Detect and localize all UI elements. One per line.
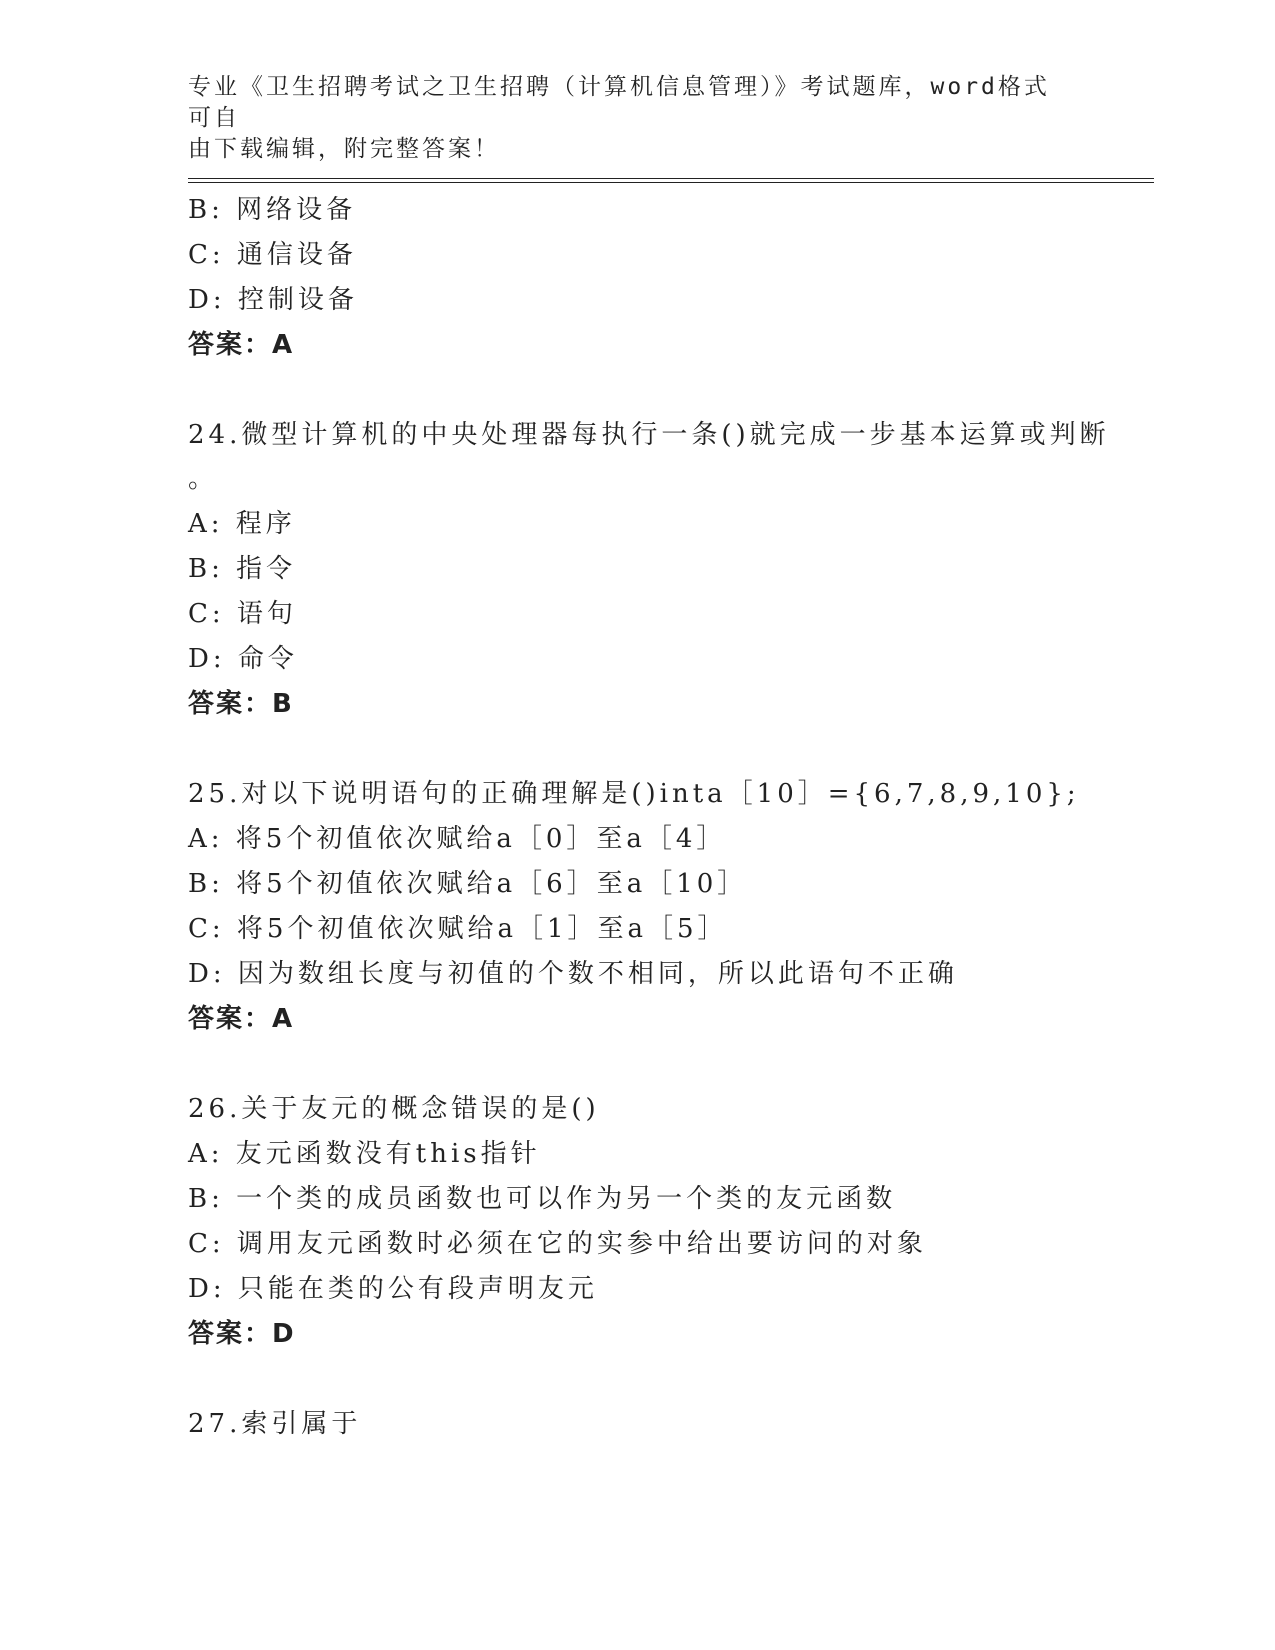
q23-option-b: B: 网络设备 xyxy=(188,195,357,225)
q24-stem-continuation: 。 xyxy=(188,464,219,494)
q25-answer: 答案：A xyxy=(188,1004,295,1034)
header-line-2: 由下载编辑，附完整答案！ xyxy=(188,136,500,162)
q24-option-c: C: 语句 xyxy=(188,599,297,629)
q24-answer: 答案：B xyxy=(188,689,294,719)
q26-option-c: C: 调用友元函数时必须在它的实参中给出要访问的对象 xyxy=(188,1229,927,1259)
q27-stem: 27.索引属于 xyxy=(188,1409,362,1439)
document-header xyxy=(188,72,1068,165)
q26-option-d: D: 只能在类的公有段声明友元 xyxy=(188,1274,598,1304)
q26-answer: 答案：D xyxy=(188,1319,296,1349)
q23-option-c: C: 通信设备 xyxy=(188,240,357,270)
q25-option-d: D: 因为数组长度与初值的个数不相同，所以此语句不正确 xyxy=(188,959,958,989)
q23-option-d: D: 控制设备 xyxy=(188,285,358,315)
header-line-1: 专业《卫生招聘考试之卫生招聘（计算机信息管理）》考试题库，word格式可自 xyxy=(188,74,1050,131)
q24-option-d: D: 命令 xyxy=(188,644,298,674)
q26-stem: 26.关于友元的概念错误的是() xyxy=(188,1094,600,1124)
q24-option-b: B: 指令 xyxy=(188,554,297,584)
q26-option-a: A: 友元函数没有this指针 xyxy=(188,1139,541,1169)
q25-option-a: A: 将5个初值依次赋给a［0］至a［4］ xyxy=(188,824,727,854)
header-divider-top xyxy=(188,178,1154,179)
q26-option-b: B: 一个类的成员函数也可以作为另一个类的友元函数 xyxy=(188,1184,897,1214)
q25-option-b: B: 将5个初值依次赋给a［6］至a［10］ xyxy=(188,869,748,899)
q23-answer: 答案：A xyxy=(188,330,295,360)
q25-option-c: C: 将5个初值依次赋给a［1］至a［5］ xyxy=(188,914,728,944)
q24-stem: 24.微型计算机的中央处理器每执行一条()就完成一步基本运算或判断 xyxy=(188,420,1110,450)
header-divider-bottom xyxy=(188,182,1154,183)
q25-stem: 25.对以下说明语句的正确理解是()inta［10］={6,7,8,9,10}; xyxy=(188,779,1080,809)
q24-option-a: A: 程序 xyxy=(188,509,296,539)
